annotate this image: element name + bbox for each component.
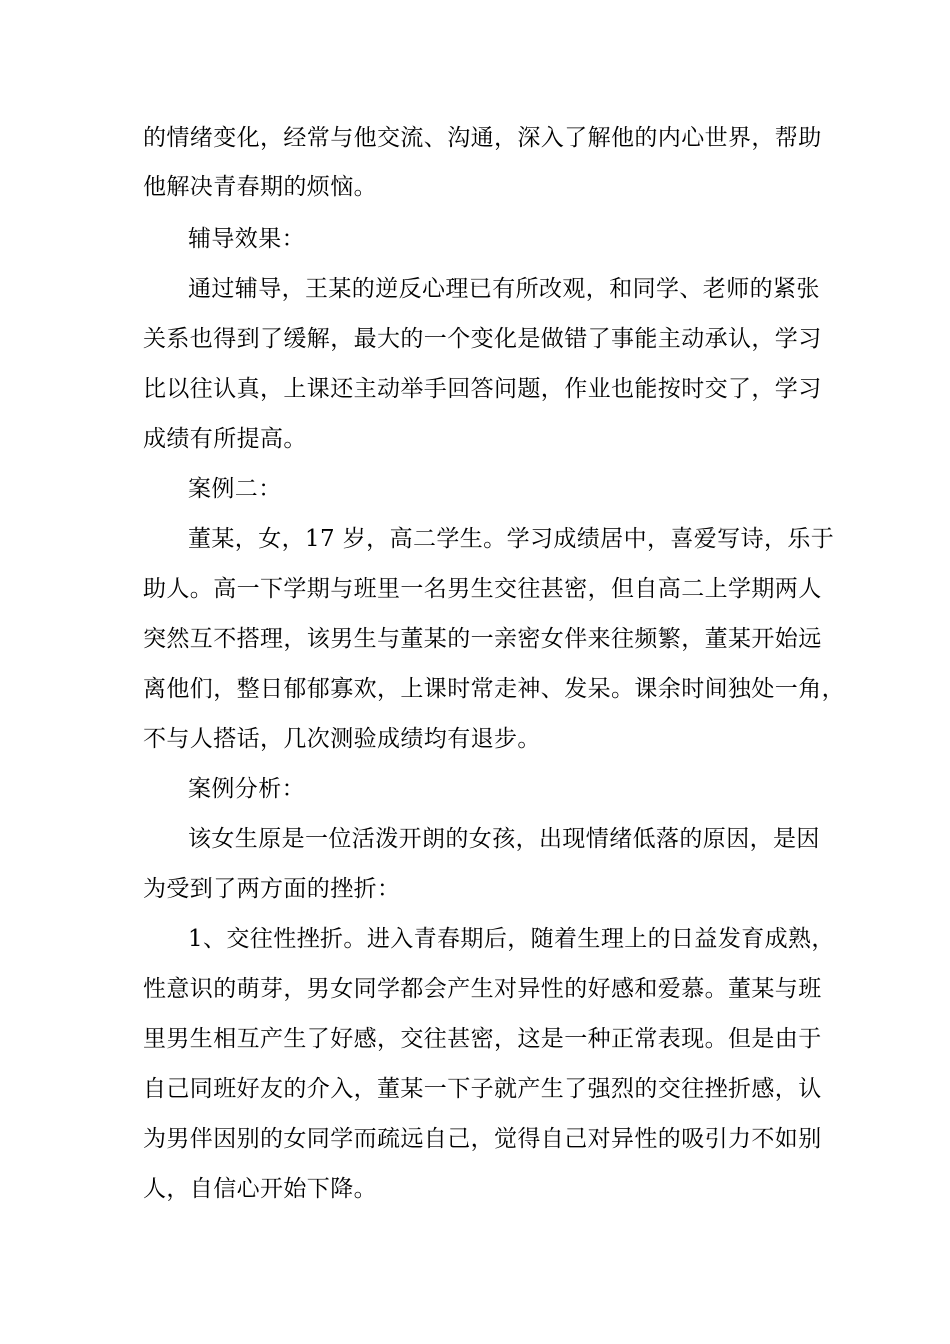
text-line-1: 的情绪变化，经常与他交流、沟通，深入了解他的内心世界，帮助: [143, 125, 822, 151]
text-line-9: 董某，女，17 岁，高二学生。学习成绩居中，喜爱写诗，乐于: [188, 526, 835, 552]
text-line-22: 人，自信心开始下降。: [143, 1176, 377, 1202]
text-line-17: 1、交往性挫折。进入青春期后，随着生理上的日益发育成熟，: [188, 926, 835, 952]
section-heading-case-two: 案例二：: [188, 476, 282, 502]
text-line-4: 通过辅导，王某的逆反心理已有所改观，和同学、老师的紧张: [188, 276, 820, 302]
text-line-10: 助人。高一下学期与班里一名男生交往甚密，但自高二上学期两人: [143, 576, 822, 602]
text-line-13: 不与人搭话，几次测验成绩均有退步。: [143, 726, 541, 752]
text-line-16: 为受到了两方面的挫折：: [143, 876, 401, 902]
text-line-5: 关系也得到了缓解，最大的一个变化是做错了事能主动承认，学习: [143, 326, 822, 352]
text-line-20: 自己同班好友的介入，董某一下子就产生了强烈的交往挫折感，认: [143, 1076, 822, 1102]
text-line-6: 比以往认真，上课还主动举手回答问题，作业也能按时交了，学习: [143, 376, 822, 402]
text-line-18: 性意识的萌芽，男女同学都会产生对异性的好感和爱慕。董某与班: [143, 976, 822, 1002]
text-line-12: 离他们，整日郁郁寡欢，上课时常走神、发呆。课余时间独处一角，: [143, 676, 845, 702]
text-line-11: 突然互不搭理，该男生与董某的一亲密女伴来往频繁，董某开始远: [143, 626, 822, 652]
section-heading-counseling-effect: 辅导效果：: [188, 226, 305, 252]
section-heading-case-analysis: 案例分析：: [188, 776, 305, 802]
text-line-2: 他解决青春期的烦恼。: [143, 174, 377, 200]
text-line-19: 里男生相互产生了好感，交往甚密，这是一种正常表现。但是由于: [143, 1026, 822, 1052]
text-line-7: 成绩有所提高。: [143, 426, 307, 452]
text-line-15: 该女生原是一位活泼开朗的女孩，出现情绪低落的原因，是因: [188, 826, 820, 852]
text-line-21: 为男伴因别的女同学而疏远自己，觉得自己对异性的吸引力不如别: [143, 1126, 822, 1152]
